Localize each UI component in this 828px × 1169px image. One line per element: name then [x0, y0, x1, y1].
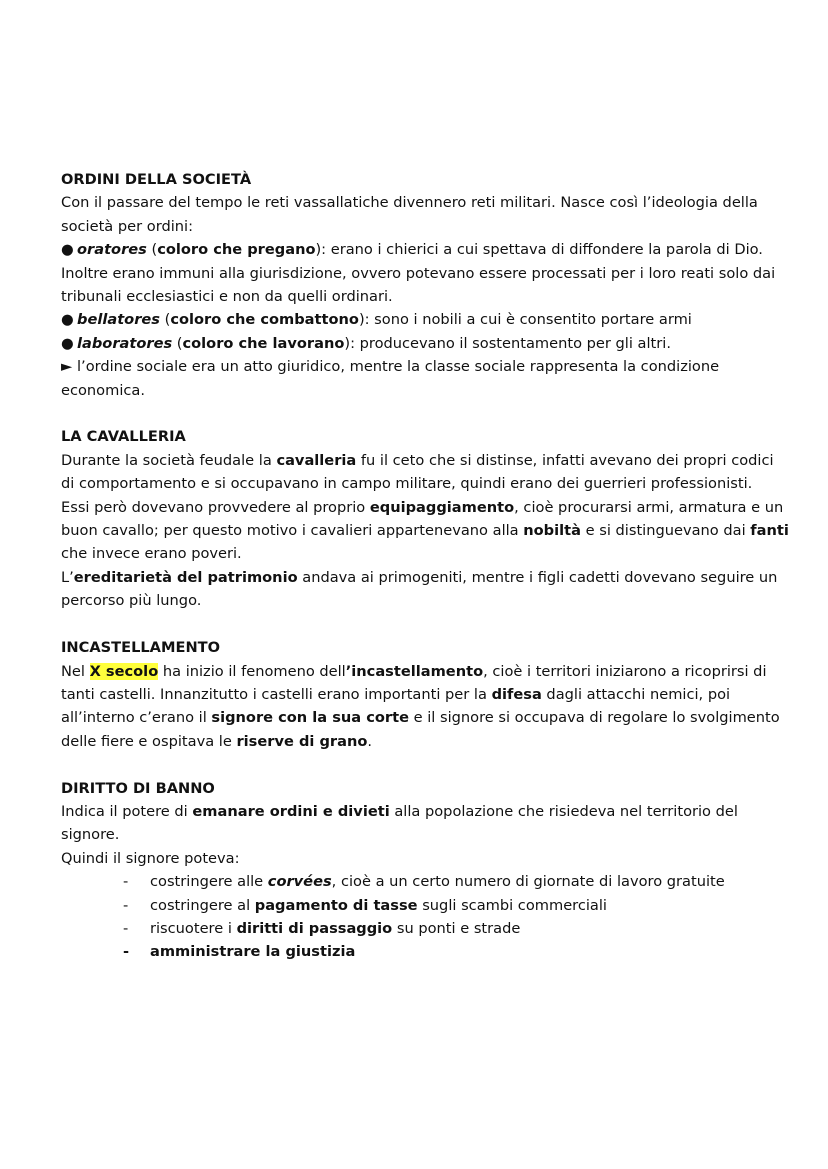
section-title: LA CAVALLERIA: [61, 428, 186, 446]
section-ordini: [61, 168, 791, 402]
document-body: [61, 168, 791, 987]
list-item-bellatores: ● bellatores (coloro che combattono): sono i nobili a cui è consentito portare armi: [61, 308, 791, 331]
bullet-icon: ●: [61, 311, 74, 329]
list-item: - amministrare la giustizia: [123, 940, 791, 963]
section-incastellamento: [61, 636, 791, 753]
bullet-icon: ●: [61, 241, 74, 259]
paragraph: Con il passare del tempo le reti vassallatiche divennero reti militari. Nasce così l’ideologia della società per ordini:: [61, 194, 758, 235]
section-title: DIRITTO DI BANNO: [61, 779, 215, 797]
list-item-oratores: ● oratores (coloro che pregano): erano i chierici a cui spettava di diffondere la parola di Dio. Inoltre erano immuni alla giurisdizione, ovvero potevano essere processati per i loro reati solo dai tribunali ecclesiastici e non da quelli ordinari.: [61, 238, 791, 308]
list-item: - costringere alle corvées, cioè a un certo numero di giornate di lavoro gratuite: [123, 870, 791, 893]
section-title: ORDINI DELLA SOCIETÀ: [61, 171, 252, 188]
list-item: - riscuotere i diritti di passaggio su ponti e strade: [123, 917, 791, 940]
bullet-icon: ●: [61, 334, 74, 352]
section-title: INCASTELLAMENTO: [61, 639, 221, 657]
list-item-laboratores: ● laboratores (coloro che lavorano): producevano il sostentamento per gli altri.: [61, 332, 791, 355]
paragraph: Durante la società feudale la cavalleria fu il ceto che si distinse, infatti avevano dei propri codici di comportamento e si occupavano in campo militare, quindi erano dei guerrieri professionisti.: [61, 451, 774, 493]
paragraph: Nel X secolo ha inizio il fenomeno dell’incastellamento, cioè i territori iniziarono a ricoprirsi di tanti castelli. Innanzitutto i castelli erano importanti per la difesa dagli attacchi nemici, poi all’interno c’erano il signore con la sua corte e il signore si occupava di regolare lo svolgimento delle fiere e ospitava le riserve di grano.: [61, 662, 780, 750]
dash-marker: -: [123, 896, 129, 914]
note: ► l’ordine sociale era un atto giuridico, mentre la classe sociale rappresenta la condizione economica.: [61, 355, 791, 402]
powers-list: [61, 870, 791, 964]
dash-marker: -: [123, 919, 129, 937]
paragraph: Essi però dovevano provvedere al proprio equipaggiamento, cioè procurarsi armi, armatura e un buon cavallo; per questo motivo i cavalieri appartenevano alla nobiltà e si distinguevano dai fanti che invece erano poveri.: [61, 498, 789, 563]
dash-marker: -: [123, 873, 129, 891]
paragraph: L’ereditarietà del patrimonio andava ai primogeniti, mentre i figli cadetti dovevano seguire un percorso più lungo.: [61, 568, 778, 610]
dash-marker: -: [123, 943, 130, 961]
section-cavalleria: [61, 425, 791, 612]
paragraph: Quindi il signore poteva:: [61, 849, 240, 867]
paragraph: Indica il potere di emanare ordini e divieti alla popolazione che risiedeva nel territorio del signore.: [61, 802, 738, 844]
arrow-icon: ►: [61, 358, 73, 376]
section-diritto-di-banno: [61, 777, 791, 964]
highlighted-text: X secolo: [89, 662, 159, 680]
list-item: - costringere al pagamento di tasse sugli scambi commerciali: [123, 894, 791, 917]
